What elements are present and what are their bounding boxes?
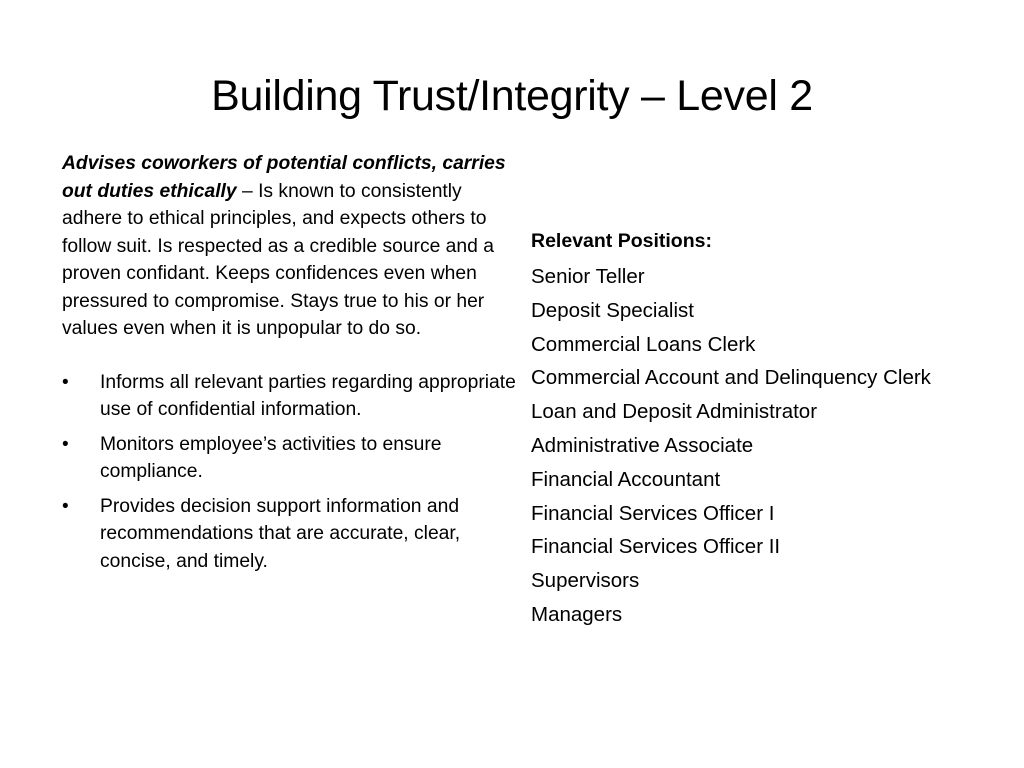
positions-heading: Relevant Positions: xyxy=(531,230,712,252)
bullet-item xyxy=(62,431,527,486)
slide-title: Building Trust/Integrity – Level 2 xyxy=(211,72,813,120)
bullet-icon: • xyxy=(62,371,69,393)
bullet-item xyxy=(62,493,527,576)
position-item: Senior Teller xyxy=(531,265,645,288)
bullet-item xyxy=(62,369,527,424)
position-item: Loan and Deposit Administrator xyxy=(531,400,818,424)
position-item: Commercial Account and Delinquency Clerk xyxy=(531,366,931,390)
bullet-icon: • xyxy=(62,495,69,517)
position-item: Supervisors xyxy=(531,569,640,593)
behavior-bullet-list xyxy=(62,369,527,576)
intro-body: Is known to consistently adhere to ethical principles, and expects others to follow suit. Is respected as a credible source and a proven confidant. Keeps confidences even when pressured to compromise. Stays true to his or her values even when it is unpopular to do so. xyxy=(62,180,494,339)
positions-list xyxy=(531,260,1001,632)
position-item: Managers xyxy=(531,602,623,626)
position-item: Financial Services Officer II xyxy=(531,535,781,559)
position-item: Financial Services Officer I xyxy=(531,501,775,525)
position-item: Administrative Associate xyxy=(531,433,754,457)
intro-dash: – xyxy=(236,180,259,202)
relevant-positions xyxy=(531,227,1001,632)
position-item: Deposit Specialist xyxy=(531,298,694,322)
bullet-icon: • xyxy=(62,433,69,455)
position-item: Financial Accountant xyxy=(531,467,721,491)
intro-paragraph xyxy=(62,150,527,343)
bullet-text: Monitors employee’s activities to ensure compliance. xyxy=(100,433,442,482)
intro-lead: Advises coworkers of potential conflicts, carries out duties ethically xyxy=(62,153,506,202)
position-item: Commercial Loans Clerk xyxy=(531,332,756,356)
bullet-text: Provides decision support information and recommendations that are accurate, clear, concise, and timely. xyxy=(100,495,461,572)
bullet-text: Informs all relevant parties regarding appropriate use of confidential information. xyxy=(100,371,516,420)
competency-description xyxy=(62,150,527,582)
